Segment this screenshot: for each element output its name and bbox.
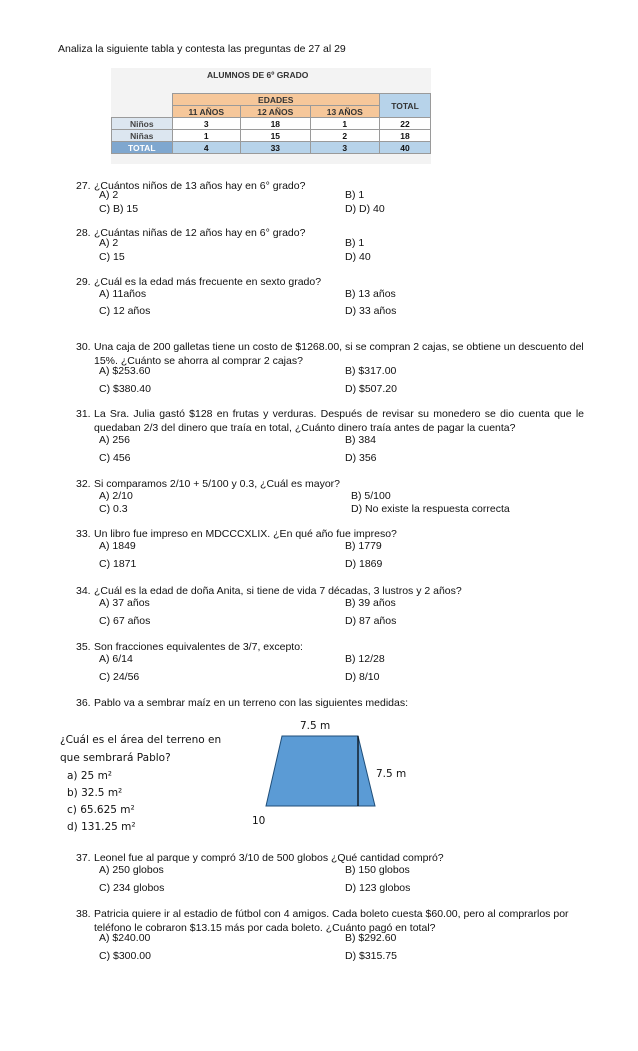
option-d[interactable]: D) 356 [345,452,377,464]
ages-table-grid [111,93,431,154]
option-a[interactable]: A) 1849 [99,540,136,552]
option-c[interactable]: C) 1871 [99,558,137,570]
option-b[interactable]: B) 12/28 [345,653,385,665]
row-total: 22 [380,118,431,130]
option-d[interactable]: D) No existe la respuesta correcta [351,503,510,515]
question-text: ¿Cuántas niñas de 12 años hay en 6° grado? [94,227,306,239]
option-a[interactable]: A) 2/10 [99,490,133,502]
option-c[interactable]: C) 67 años [99,615,151,627]
student-ages-table [111,68,431,164]
option-d[interactable]: D) 40 [345,251,371,263]
table-row [112,142,431,154]
option-c[interactable]: C) 0.3 [99,503,128,515]
option-c[interactable]: C) 456 [99,452,131,464]
cell: 33 [241,142,310,154]
option-d[interactable]: D) 33 años [345,305,397,317]
row-label: Niñas [112,130,173,142]
option-a[interactable]: A) 37 años [99,597,150,609]
option-b[interactable]: B) 384 [345,434,376,446]
option-b[interactable]: B) 1 [345,189,365,201]
option-b[interactable]: B) $292.60 [345,932,397,944]
option-b[interactable]: B) 13 años [345,288,396,300]
cell: 1 [172,130,241,142]
question-number: 34. [76,585,91,597]
question-number: 33. [76,528,91,540]
option-d[interactable]: d) 131.25 m² [67,821,136,833]
area-prompt: ¿Cuál es el área del terreno en que sembrará Pablo? [60,734,222,764]
height-label: 7.5 m [376,768,407,780]
option-d[interactable]: D) D) 40 [345,203,385,215]
option-d[interactable]: D) 87 años [345,615,397,627]
option-d[interactable]: D) $315.75 [345,950,397,962]
question-text: ¿Cuántos niños de 13 años hay en 6° grado? [94,180,306,192]
cell: 3 [310,142,379,154]
age-header: 13 AÑOS [310,106,379,118]
option-a[interactable]: A) $253.60 [99,365,151,377]
option-d[interactable]: D) 1869 [345,558,383,570]
option-b[interactable]: B) $317.00 [345,365,397,377]
question-number: 27. [76,180,91,192]
option-c[interactable]: C) $380.40 [99,383,151,395]
cell: 18 [241,118,310,130]
base-label: 10 [252,815,266,827]
table-title: ALUMNOS DE 6º GRADO [207,70,309,80]
option-c[interactable]: c) 65.625 m² [67,804,135,816]
question-number: 30. [76,341,91,353]
question-number: 36. [76,697,91,709]
option-b[interactable]: B) 39 años [345,597,396,609]
option-b[interactable]: B) 150 globos [345,864,410,876]
question-text: Pablo va a sembrar maíz en un terreno con las siguientes medidas: [94,697,409,709]
age-header: 11 AÑOS [172,106,241,118]
option-c[interactable]: C) $300.00 [99,950,151,962]
row-label: Niños [112,118,173,130]
question-text: La Sra. Julia gastó $128 en frutas y verduras. Después de revisar su monedero se dio cuenta que le quedaban 2/3 del dinero que traía en total, ¿Cuánto dinero traía antes de pagar la cuenta? [94,408,584,434]
instructions: Analiza la siguiente tabla y contesta las preguntas de 27 al 29 [58,43,346,55]
row-total: 18 [380,130,431,142]
option-b[interactable]: B) 5/100 [351,490,391,502]
option-b[interactable]: B) 1 [345,237,365,249]
option-d[interactable]: D) $507.20 [345,383,397,395]
option-c[interactable]: C) 12 años [99,305,151,317]
edades-header: EDADES [172,94,380,106]
question-number: 35. [76,641,91,653]
question-text: Si comparamos 2/10 + 5/100 y 0.3, ¿Cuál es mayor? [94,478,340,490]
question-number: 31. [76,408,91,420]
option-a[interactable]: A) 256 [99,434,130,446]
option-a[interactable]: a) 25 m² [67,770,113,782]
question-text: Patricia quiere ir al estadio de fútbol con 4 amigos. Cada boleto cuesta $60.00, pero al comprarlos por teléfono le cobraron $13.15 más por cada boleto. ¿Cuánto pagó en total? [94,908,569,934]
cell: 15 [241,130,310,142]
table-row [112,130,431,142]
row-label: TOTAL [112,142,173,154]
cell: 2 [310,130,379,142]
question-number: 32. [76,478,91,490]
option-a[interactable]: A) 2 [99,189,119,201]
row-total: 40 [380,142,431,154]
age-header: 12 AÑOS [241,106,310,118]
question-text: ¿Cuál es la edad de doña Anita, si tiene de vida 7 décadas, 3 lustros y 2 años? [94,585,462,597]
option-b[interactable]: b) 32.5 m² [67,787,123,799]
option-a[interactable]: A) 250 globos [99,864,164,876]
option-c[interactable]: C) 234 globos [99,882,165,894]
option-a[interactable]: A) 6/14 [99,653,133,665]
option-d[interactable]: D) 8/10 [345,671,380,683]
option-b[interactable]: B) 1779 [345,540,382,552]
option-a[interactable]: A) $240.00 [99,932,151,944]
cell: 1 [310,118,379,130]
top-side-label: 7.5 m [300,720,331,732]
option-c[interactable]: C) 24/56 [99,671,140,683]
question-text: ¿Cuál es la edad más frecuente en sexto grado? [94,276,322,288]
question-number: 29. [76,276,91,288]
cell: 3 [172,118,241,130]
option-c[interactable]: C) B) 15 [99,203,139,215]
question-number: 37. [76,852,91,864]
option-d[interactable]: D) 123 globos [345,882,411,894]
question-number: 38. [76,908,91,920]
question-number: 28. [76,227,91,239]
total-header: TOTAL [380,94,431,118]
question-text: Una caja de 200 galletas tiene un costo de $1268.00, si se compran 2 cajas, se obtiene un descuento del 15%. ¿Cuánto se ahorra al comprar 2 cajas? [94,341,584,367]
option-a[interactable]: A) 2 [99,237,119,249]
option-a[interactable]: A) 11años [99,288,147,300]
trapezoid-shape [266,736,375,806]
question-text: Leonel fue al parque y compró 3/10 de 500 globos ¿Qué cantidad compró? [94,852,444,864]
table-row [112,118,431,130]
cell: 4 [172,142,241,154]
question-text: Un libro fue impreso en MDCCCXLIX. ¿En qué año fue impreso? [94,528,397,540]
option-c[interactable]: C) 15 [99,251,125,263]
question-text: Son fracciones equivalentes de 3/7, excepto: [94,641,303,653]
trapezoid-figure [258,734,388,808]
